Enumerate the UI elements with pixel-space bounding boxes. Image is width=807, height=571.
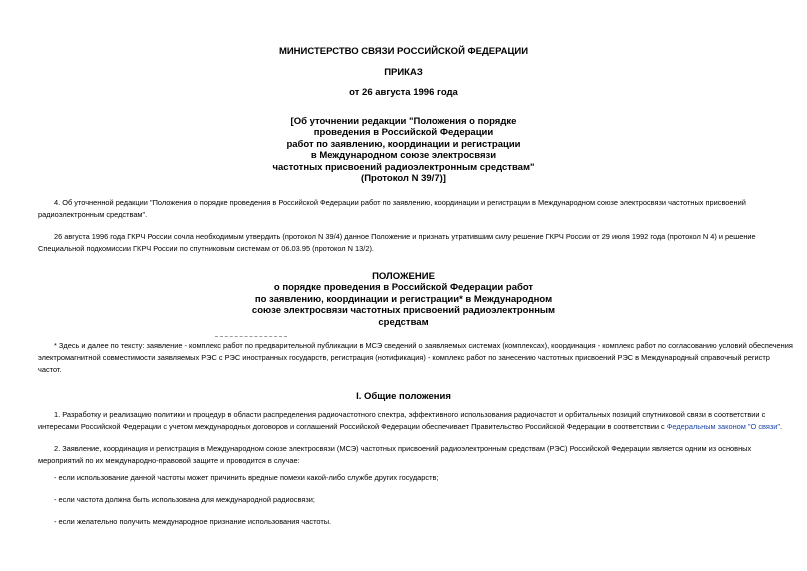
paragraph-line: 26 августа 1996 года ГКРЧ России сочла необходимым утвердить (протокол N 39/4) данное Положение и признать утратившим силу решение ГКРЧ России от 29 июля 1992 года (протокол N 4) и решение xyxy=(54,232,756,241)
section1-paragraph-1 xyxy=(38,409,783,433)
paragraph-line: электромагнитной совместимости заявляемых РЭС с РЭС иностранных государств, регистрация (нотификация) - комплекс работ по занесению частотных присвоений РЭС в Международный справочный регистр xyxy=(38,353,770,362)
regulation-title-line: по заявлению, координации и регистрации* в Международном xyxy=(254,293,553,305)
doc-type-heading: ПРИКАЗ xyxy=(384,67,423,78)
title-line: частотных присвоений радиоэлектронным средствам" xyxy=(272,161,535,173)
intro-paragraph-2 xyxy=(38,231,770,255)
section1-paragraph-2 xyxy=(38,443,770,467)
intro-paragraph-1 xyxy=(38,197,770,221)
federal-law-link[interactable]: Федеральным законом "О связи" xyxy=(666,422,781,431)
regulation-title-line: средствам xyxy=(378,316,429,328)
ministry-heading: МИНИСТЕРСТВО СВЯЗИ РОССИЙСКОЙ ФЕДЕРАЦИИ xyxy=(278,46,529,57)
footnote xyxy=(38,340,793,376)
paragraph-line: интересами Российской Федерации с учетом международных договоров и соглашений Российской Федерации обеспечивает Правительство Российской Федерации в соответствии с Федеральным законом "О связи". xyxy=(38,422,783,431)
footnote-divider xyxy=(215,336,287,337)
paragraph-line: радиоэлектронным средствам". xyxy=(38,210,148,219)
title-line: [Об уточнении редакции "Положения о порядке xyxy=(290,116,517,127)
regulation-title-line: союзе электросвязи частотных присвоений радиоэлектронным xyxy=(251,305,556,317)
doc-date: от 26 августа 1996 года xyxy=(349,87,458,98)
paragraph-line: 2. Заявление, координация и регистрация в Международном союзе электросвязи (МСЭ) частотных присвоений радиоэлектронным средствам (РЭС) Российской Федерации является одним из основных xyxy=(54,444,752,453)
list-item: - если желательно получить международное признание использования частоты. xyxy=(54,517,332,526)
paragraph-line: Специальной подкомиссии ГКРЧ России по спутниковым системам от 06.03.95 (протокол N 13/2). xyxy=(38,244,374,253)
paragraph-line: 1. Разработку и реализацию политики и процедур в области распределения радиочастотного спектра, эффективного использования радиочастот и орбитальных позиций спутниковой связи в соответствии с xyxy=(54,410,766,419)
title-line: в Международном союзе электросвязи xyxy=(310,150,497,162)
section-heading: I. Общие положения xyxy=(356,391,451,402)
regulation-title-line: о порядке проведения в Российской Федерации работ xyxy=(273,282,534,294)
paragraph-line: частот. xyxy=(38,365,62,374)
title-line: работ по заявлению, координации и регистрации xyxy=(286,138,521,150)
list-item: - если частота должна быть использована для международной радиосвязи; xyxy=(54,495,315,504)
paragraph-line: мероприятий по их международно-правовой защите и проводится в случае: xyxy=(38,456,300,465)
list-item: - если использование данной частоты может причинить вредные помехи какой-либо службе других государств; xyxy=(54,473,439,482)
title-line: (Протокол N 39/7)] xyxy=(361,173,446,185)
paragraph-line: 4. Об уточненной редакции "Положения о порядке проведения в Российской Федерации работ по заявлению, координации и регистрации в Международном союзе электросвязи частотных присвоений xyxy=(54,198,746,207)
regulation-title-line: ПОЛОЖЕНИЕ xyxy=(372,271,435,282)
title-line: проведения в Российской Федерации xyxy=(313,127,494,139)
regulation-title xyxy=(0,271,807,328)
paragraph-line: * Здесь и далее по тексту: заявление - комплекс работ по предварительной публикации в МСЭ сведений о заявляемых системах (комплексах), координация - комплекс работ по согласованию условий обеспечения xyxy=(54,341,793,350)
document-title xyxy=(0,116,807,184)
